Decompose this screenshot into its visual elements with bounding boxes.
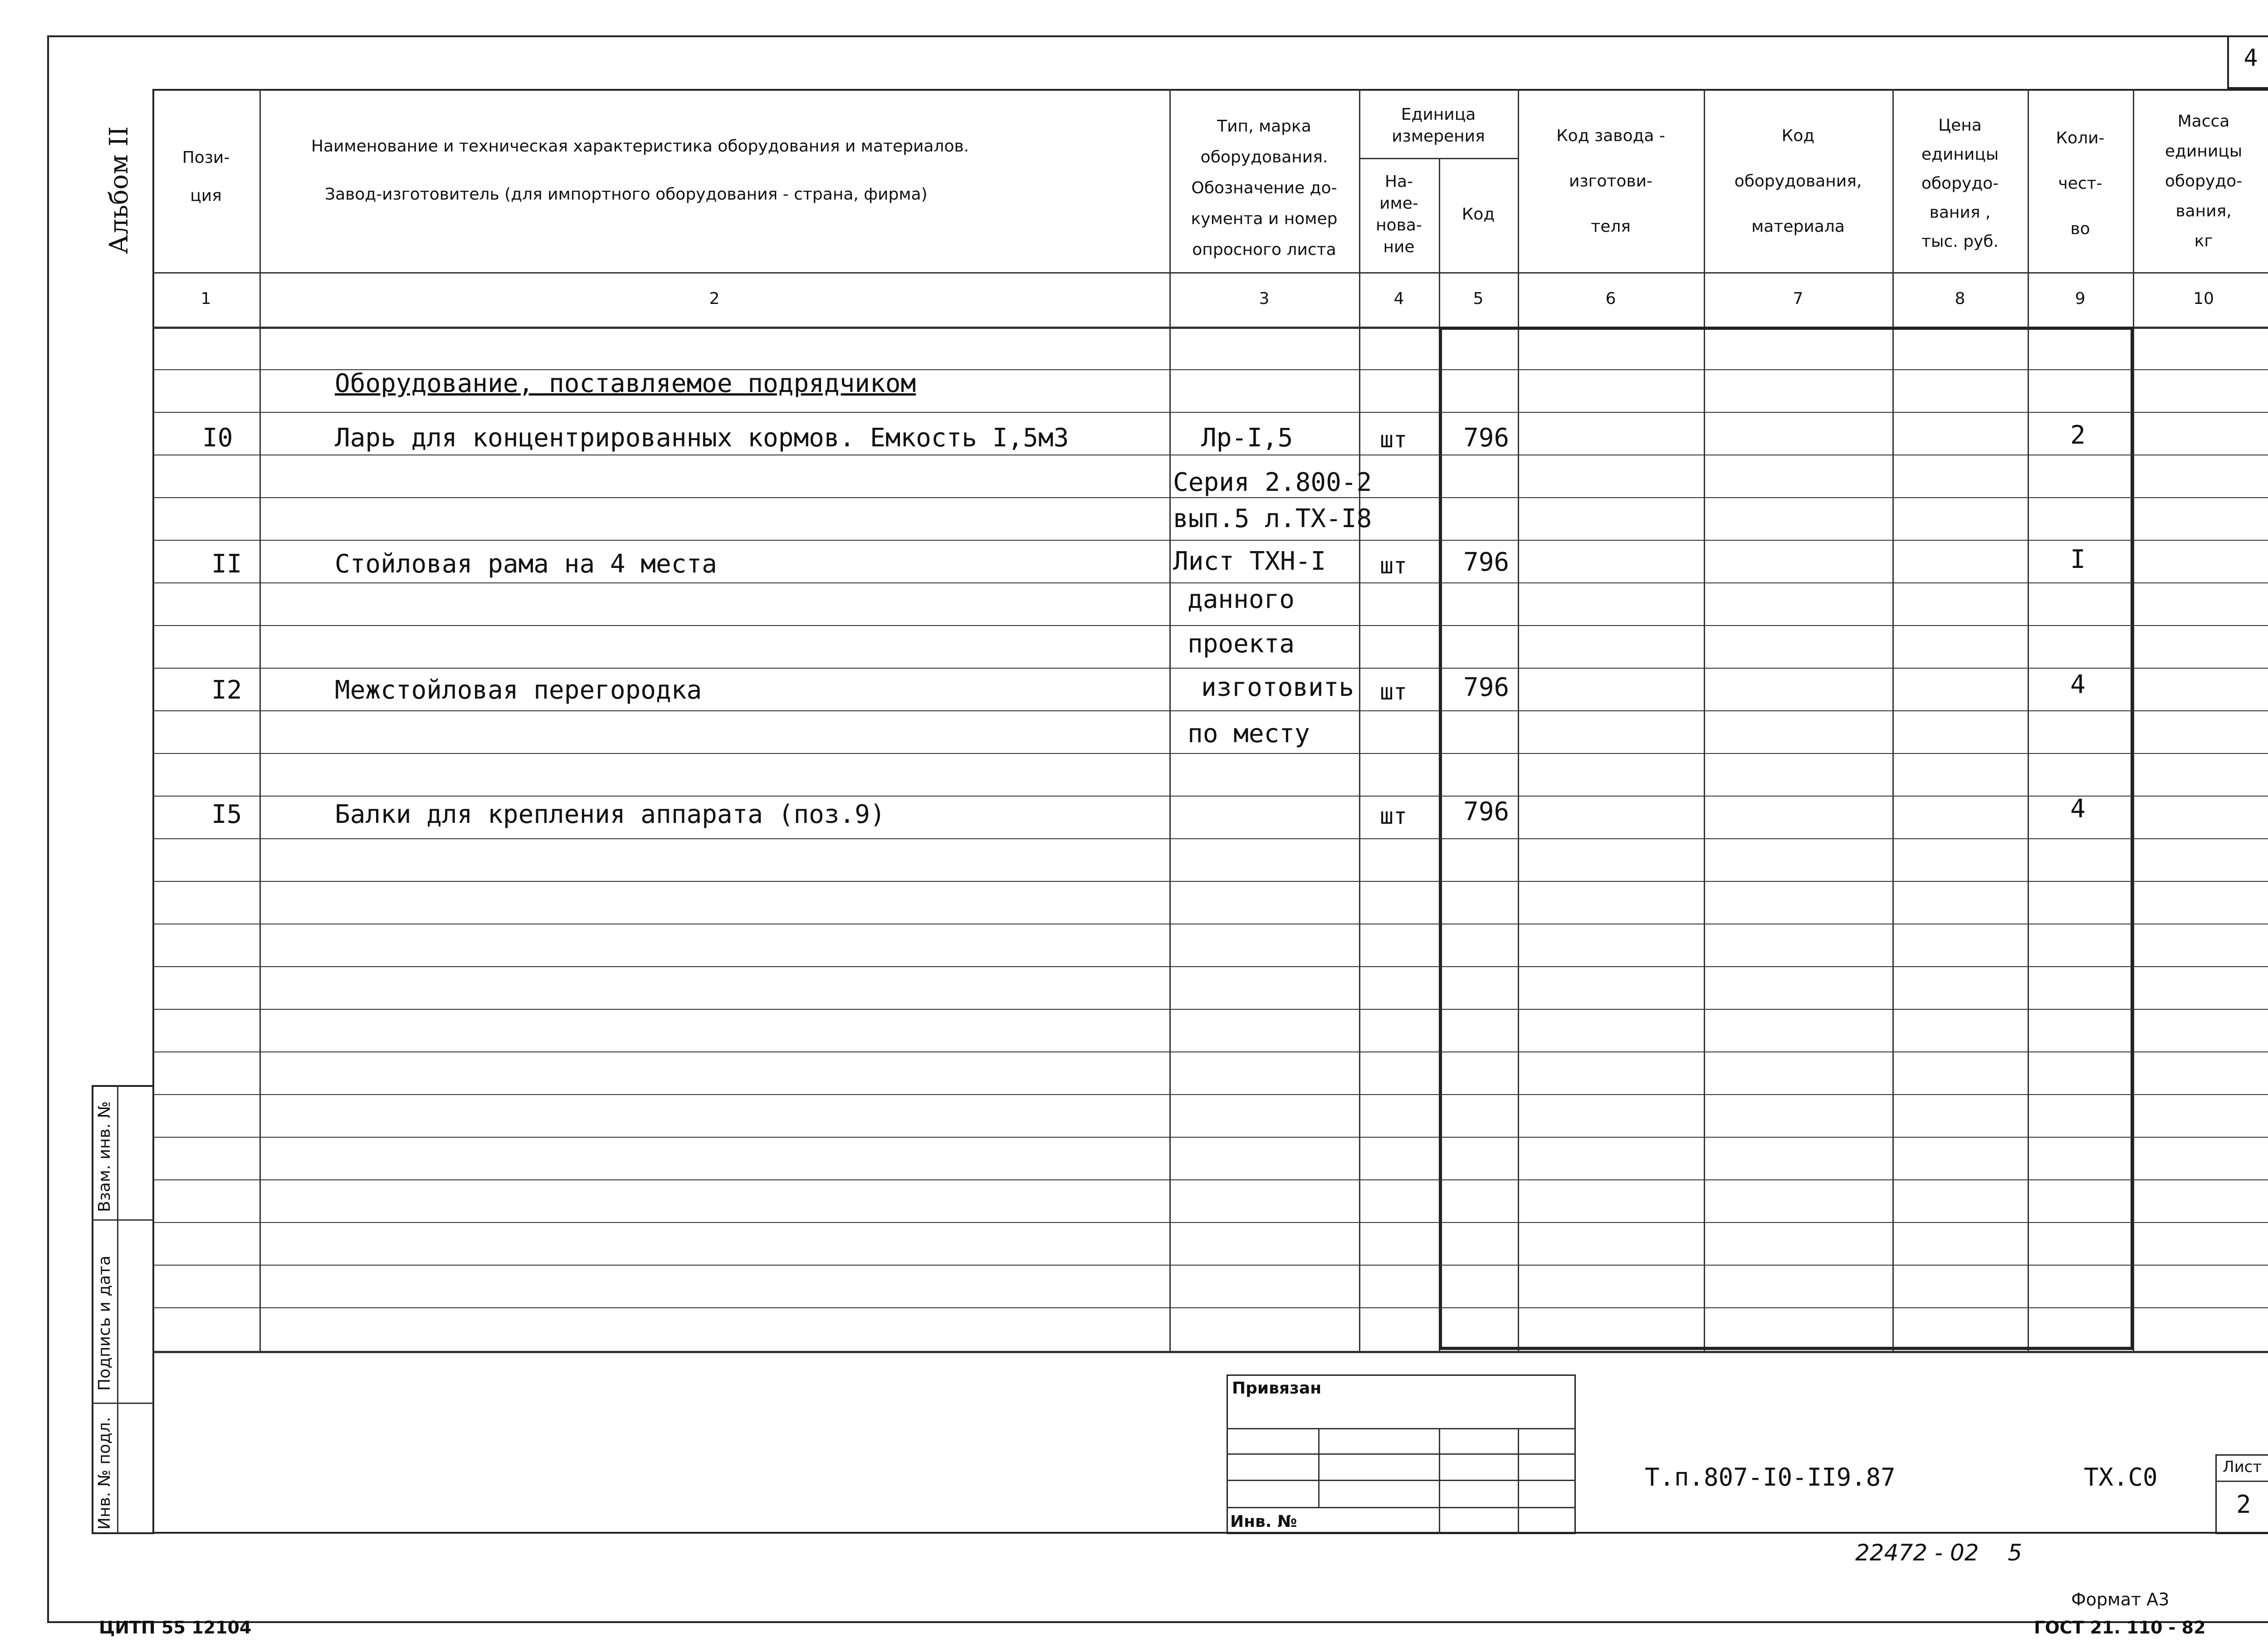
header-factory-code: Код завода - изготови- теля: [1556, 127, 1665, 236]
colnum-10: 10: [2193, 289, 2214, 308]
table-row-line: [152, 497, 2268, 498]
left-stamp-sep-1: [92, 1219, 154, 1221]
header-unit-group: Единица измерения: [1392, 105, 1485, 146]
row-9-position: I5: [211, 800, 242, 829]
stamp-inv-podl: Инв. № подл.: [95, 1417, 114, 1530]
privyazan-vline-3: [1518, 1428, 1519, 1534]
stamp-podpis-data: Подпись и дата: [95, 1255, 114, 1391]
header-type: Тип, марка оборудования. Обозначение до- кумента и номер опросного листа: [1191, 117, 1338, 259]
header-name-line1: Наименование и техническая характеристика оборудования и материалов.: [311, 137, 969, 156]
table-row-line: [152, 881, 2268, 882]
table-row-line: [152, 1179, 2268, 1180]
header-position: Пози- ция: [182, 148, 230, 205]
privyazan-line-4: [1227, 1507, 1576, 1508]
row-4-position: II: [211, 549, 242, 579]
handwritten-number: 22472 - 02 5: [1855, 1540, 2022, 1566]
document-mark: ТХ.С0: [2084, 1463, 2158, 1491]
col-line-2: [1169, 89, 1171, 1351]
colnum-5: 5: [1473, 289, 1484, 308]
colnum-1: 1: [200, 289, 211, 308]
inv-no-label: Инв. №: [1230, 1512, 1297, 1531]
row-4-name: Стойловая рама на 4 места: [335, 549, 717, 579]
table-row-line: [152, 582, 2268, 583]
row-1-qty: 2: [2070, 421, 2086, 450]
colnum-7: 7: [1793, 289, 1804, 308]
table-row-line: [152, 796, 2268, 797]
table-row-line: [152, 1222, 2268, 1223]
row-3-type: вып.5 л.ТХ-I8: [1173, 504, 1372, 533]
table-row-line: [152, 838, 2268, 839]
privyazan-line-2: [1227, 1453, 1576, 1455]
row-1-type: Лр-I,5: [1201, 423, 1293, 453]
row-9-qty: 4: [2070, 794, 2086, 824]
row-8-type: по месту: [1188, 719, 1310, 748]
colnum-2: 2: [709, 289, 720, 308]
row-6-type: проекта: [1188, 629, 1295, 659]
header-mass: Масса единицы оборудо- вания, кг: [2165, 112, 2243, 250]
left-stamp-divider: [117, 1085, 118, 1534]
privyazan-line-3: [1227, 1480, 1576, 1481]
row-7-type: изготовить: [1201, 673, 1354, 702]
table-row-line: [152, 966, 2268, 967]
list-number: 2: [2236, 1490, 2251, 1519]
citp-label: ЦИТП 55 12104: [99, 1618, 252, 1638]
colnum-3: 3: [1259, 289, 1270, 308]
top-sheet-number: 4: [2244, 44, 2258, 72]
table-row-line: [152, 1094, 2268, 1095]
row-4-unit: шт: [1380, 553, 1408, 579]
table-row-line: [152, 1009, 2268, 1010]
table-row-line: [152, 1051, 2268, 1052]
row-9-name: Балки для крепления аппарата (поз.9): [335, 800, 885, 829]
colnum-6: 6: [1605, 289, 1616, 308]
row-1-position: I0: [202, 423, 233, 453]
colnum-4: 4: [1393, 289, 1404, 308]
gost-label: ГОСТ 21. 110 - 82: [2034, 1618, 2206, 1638]
colnum-9: 9: [2075, 289, 2086, 308]
list-label: Лист: [2223, 1458, 2262, 1476]
row-7-name: Межстойловая перегородка: [335, 675, 702, 705]
document-code: Т.п.807-I0-II9.87: [1645, 1463, 1896, 1491]
header-name-line2: Завод-изготовитель (для импортного оборудования - страна, фирма): [325, 185, 928, 204]
row-1-name: Ларь для концентрированных кормов. Емкость I,5м3: [335, 423, 1069, 453]
privyazan-label: Привязан: [1232, 1379, 1322, 1398]
section-title: Оборудование, поставляемое подрядчиком: [335, 369, 916, 398]
table-row-line: [152, 753, 2268, 754]
header-price: Цена единицы оборудо- вания , тыс. руб.: [1921, 116, 1999, 251]
row-7-qty: 4: [2070, 670, 2086, 699]
stamp-vzam-inv: Взам. инв. №: [95, 1101, 114, 1212]
format-label: Формат А3: [2071, 1589, 2170, 1609]
row-7-code: 796: [1463, 673, 1510, 702]
col-line-3: [1359, 89, 1360, 1351]
table-row-line: [152, 412, 2268, 413]
header-quantity: Коли- чест- во: [2056, 129, 2105, 238]
table-bottom-line: [152, 1351, 2268, 1353]
header-unit-name: На- име- нова- ние: [1376, 172, 1422, 256]
table-row-line: [152, 1265, 2268, 1266]
album-label: Альбом II: [104, 126, 134, 254]
row-9-unit: шт: [1380, 803, 1408, 829]
colnum-8: 8: [1955, 289, 1965, 308]
table-row-line: [152, 625, 2268, 626]
header-bottom-line: [152, 272, 2268, 274]
col-line-1: [259, 89, 261, 1351]
privyazan-vline-1: [1318, 1428, 1320, 1507]
row-4-code: 796: [1463, 548, 1510, 577]
row-7-unit: шт: [1380, 679, 1408, 705]
table-row-line: [152, 710, 2268, 711]
privyazan-line-1: [1227, 1428, 1576, 1429]
row-1-unit: шт: [1380, 426, 1408, 453]
row-5-type: данного: [1188, 585, 1295, 614]
header-equipment-code: Код оборудования, материала: [1734, 127, 1862, 236]
header-unit-code: Код: [1461, 205, 1495, 224]
table-row-line: [152, 1137, 2268, 1138]
list-box-line: [2215, 1481, 2268, 1482]
row-4-qty: I: [2070, 545, 2086, 574]
row-1-code: 796: [1463, 423, 1510, 453]
privyazan-vline-2: [1439, 1428, 1440, 1534]
row-2-type: Серия 2.800-2: [1173, 468, 1372, 497]
row-4-type: Лист ТХН-I: [1173, 547, 1326, 576]
table-row-line: [152, 540, 2268, 541]
row-9-code: 796: [1463, 797, 1510, 826]
row-7-position: I2: [211, 675, 242, 705]
left-stamp-sep-2: [92, 1403, 154, 1404]
unit-group-line: [1359, 158, 1518, 159]
table-row-line: [152, 668, 2268, 669]
table-row-line: [152, 1307, 2268, 1308]
